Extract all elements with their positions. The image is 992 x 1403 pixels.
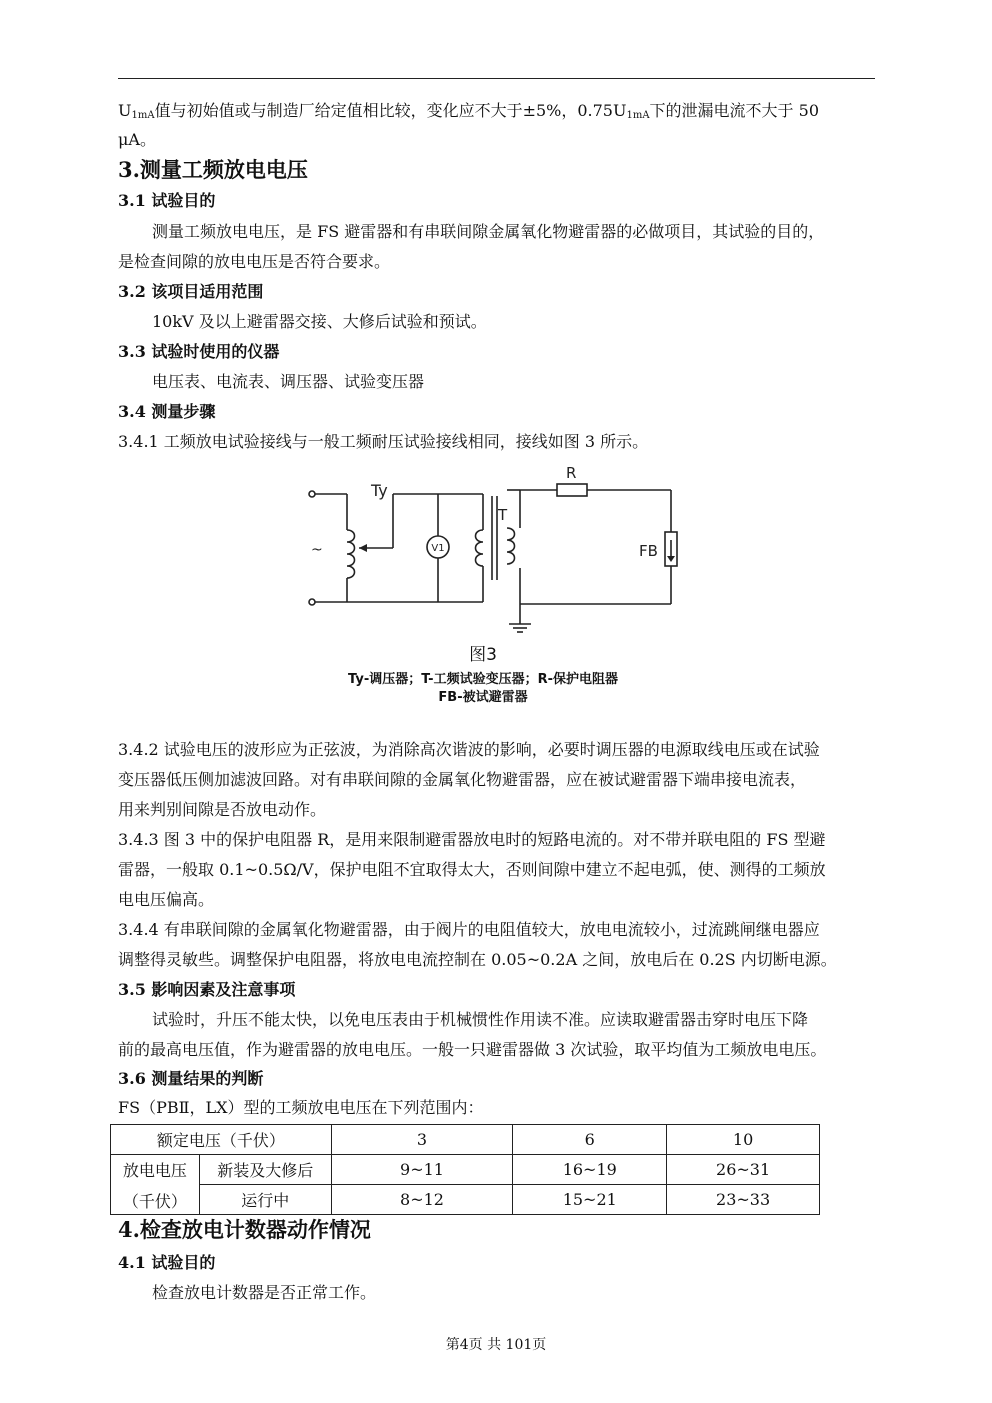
section-3-6-title: 3.6 测量结果的判断 xyxy=(118,1069,264,1088)
table-cell: 8~12 xyxy=(331,1185,513,1215)
section-3-4-title: 3.4 测量步骤 xyxy=(118,402,216,421)
label-ac: ~ xyxy=(311,542,323,558)
label-fb: FB xyxy=(639,542,658,560)
paragraph-line: 试验时，升压不能太快，以免电压表由于机械惯性作用读不准。应读取避雷器击穿时电压下降 xyxy=(152,1010,809,1029)
table-header-cell: 3 xyxy=(331,1125,513,1155)
paragraph-line: 测量工频放电电压，是 FS 避雷器和有串联间隙金属氧化物避雷器的必做项目，其试验的目的， xyxy=(152,222,825,241)
page-footer: 第4页 共 101页 xyxy=(445,1337,547,1353)
table-cell: 26~31 xyxy=(667,1155,820,1185)
paragraph-line: 前的最高电压值，作为避雷器的放电电压。一般一只避雷器做 3 次试验，取平均值为工频放电电压。 xyxy=(118,1040,827,1059)
table-cell: 16~19 xyxy=(513,1155,667,1185)
paragraph-line: 3.4.2 试验电压的波形应为正弦波，为消除高次谐波的影响，必要时调压器的电源取线电压或在试验 xyxy=(118,740,820,759)
table-cell: 15~21 xyxy=(513,1185,667,1215)
paragraph-line: 检查放电计数器是否正常工作。 xyxy=(152,1283,377,1302)
paragraph-line: 3.4.3 图 3 中的保护电阻器 R，是用来限制避雷器放电时的短路电流的。对不带并联电阻的 FS 型避 xyxy=(118,830,826,849)
section-3-5-title: 3.5 影响因素及注意事项 xyxy=(118,980,296,999)
paragraph-line: $U_{1mA}$值与初始值或与制造厂给定值相比较，变化应不大于±5%，$0.75U_{1mA}$下的泄漏电流不大于 50 xyxy=(118,101,819,121)
regulator-coil xyxy=(347,530,355,578)
label-ty: Ty xyxy=(371,481,388,500)
figure-legend-line: Ty-调压器；T-工频试验变压器；R-保护电阻器 xyxy=(348,672,618,687)
table-cell: 23~33 xyxy=(667,1185,820,1215)
paragraph-line: 3.4.1 工频放电试验接线与一般工频耐压试验接线相同，接线如图 3 所示。 xyxy=(118,432,649,451)
section-3-title: 3.测量工频放电电压 xyxy=(118,157,308,182)
section-3-2-title: 3.2 该项目适用范围 xyxy=(118,282,264,301)
paragraph-line: 用来判别间隙是否放电动作。 xyxy=(118,800,327,819)
paragraph-line: FS（PBⅡ，LX）型的工频放电电压在下列范围内： xyxy=(118,1098,484,1117)
table-row-label: 新装及大修后 xyxy=(199,1155,331,1185)
transformer-secondary xyxy=(507,528,515,564)
protective-resistor xyxy=(557,484,587,496)
input-terminal xyxy=(309,491,315,497)
table-row xyxy=(111,1125,820,1155)
paragraph-line: 调整得灵敏些。调整保护电阻器，将放电电流控制在 0.05~0.2A 之间，放电后在 0.2S 内切断电源。 xyxy=(118,950,837,969)
transformer-primary xyxy=(476,530,484,566)
discharge-voltage-table xyxy=(110,1124,820,1215)
section-4-title: 4.检查放电计数器动作情况 xyxy=(118,1217,371,1242)
table-row xyxy=(111,1185,820,1215)
label-v1: V1 xyxy=(431,543,445,554)
label-t: T xyxy=(498,506,508,524)
figure-title: 图3 xyxy=(469,645,497,665)
table-group-label: 放电电压 （千伏） xyxy=(111,1155,200,1215)
paragraph-line: 10kV 及以上避雷器交接、大修后试验和预试。 xyxy=(152,312,487,331)
table-header-cell: 6 xyxy=(513,1125,667,1155)
paragraph-line: 电压表、电流表、调压器、试验变压器 xyxy=(152,372,425,391)
table-header-cell: 10 xyxy=(667,1125,820,1155)
paragraph-line: 电电压偏高。 xyxy=(118,890,215,909)
paragraph-line: μA。 xyxy=(118,130,156,149)
section-4-1-title: 4.1 试验目的 xyxy=(118,1253,216,1272)
paragraph-line: 雷器，一般取 0.1~0.5Ω/V，保护电阻不宜取得太大，否则间隙中建立不起电弧，使、测得的工频放 xyxy=(118,860,826,879)
table-cell: 9~11 xyxy=(331,1155,513,1185)
section-3-3-title: 3.3 试验时使用的仪器 xyxy=(118,342,280,361)
paragraph-line: 变压器低压侧加滤波回路。对有串联间隙的金属氧化物避雷器，应在被试避雷器下端串接电流表， xyxy=(118,770,807,789)
paragraph-line: 是检查间隙的放电电压是否符合要求。 xyxy=(118,252,391,271)
section-3-1-title: 3.1 试验目的 xyxy=(118,191,216,210)
table-header-label: 额定电压（千伏） xyxy=(111,1125,332,1155)
paragraph-line: 3.4.4 有串联间隙的金属氧化物避雷器，由于阀片的电阻值较大，放电电流较小，过流跳闸继电器应 xyxy=(118,920,820,939)
figure-legend-line: FB-被试避雷器 xyxy=(438,690,528,705)
header-rule xyxy=(118,78,875,79)
table-row xyxy=(111,1155,820,1185)
label-r: R xyxy=(566,464,577,482)
input-terminal xyxy=(309,599,315,605)
table-row-label: 运行中 xyxy=(199,1185,331,1215)
